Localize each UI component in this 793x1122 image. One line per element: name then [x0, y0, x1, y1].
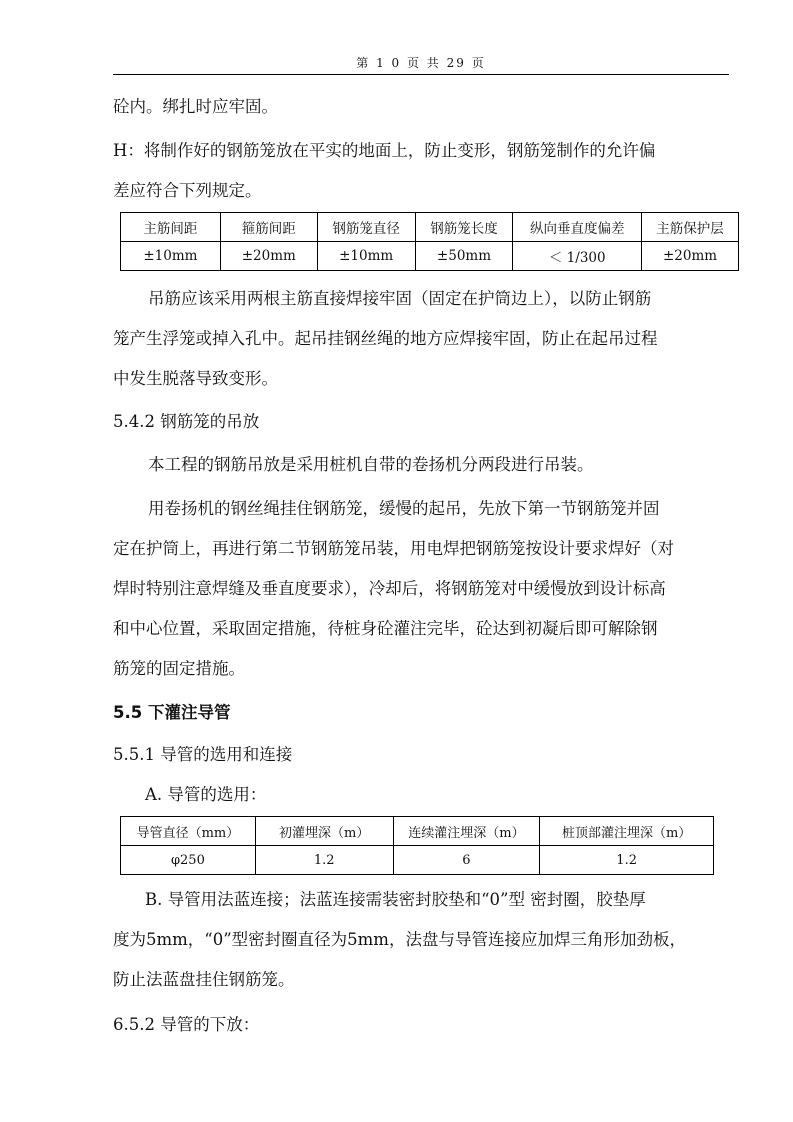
table-header-cell: 箍筋间距	[220, 213, 317, 242]
body-text-line: 防止法蓝盘挂住钢筋笼。	[113, 970, 295, 989]
body-text-line: B. 导管用法蓝连接；法蓝连接需装密封胶垫和“0”型 密封圈，胶垫厚	[145, 890, 646, 909]
table-cell: 6	[393, 846, 540, 875]
subsection-heading: 5.5.1 导管的选用和连接	[113, 745, 293, 764]
page-header: 第 1 0 页 共 29 页	[356, 56, 486, 70]
header-divider	[113, 74, 729, 75]
body-text-line: 和中心位置，采取固定措施，待桩身砼灌注完毕，砼达到初凝后即可解除钢	[113, 619, 658, 638]
section-heading: 5.5 下灌注导管	[113, 703, 231, 722]
table-header-cell: 主筋保护层	[642, 213, 739, 242]
table-header-cell: 桩顶部灌注埋深（m）	[540, 817, 714, 846]
table-cell: ±10mm	[121, 242, 221, 271]
body-text-line: H：将制作好的钢筋笼放在平实的地面上，防止变形，钢筋笼制作的允许偏	[113, 141, 656, 160]
table-row	[121, 846, 714, 875]
table-header-cell: 纵向垂直度偏差	[513, 213, 642, 242]
table-header-cell: 主筋间距	[121, 213, 221, 242]
table-header-row	[121, 213, 739, 242]
body-text-line: 差应符合下列规定。	[113, 181, 262, 200]
table-cell: ±20mm	[220, 242, 317, 271]
pipe-selection-table	[120, 816, 714, 875]
body-text-line: 本工程的钢筋吊放是采用桩机自带的卷扬机分两段进行吊装。	[148, 455, 594, 474]
table-header-row	[121, 817, 714, 846]
body-text-line: 笼产生浮笼或掉入孔中。起吊挂钢丝绳的地方应焊接牢固，防止在起吊过程	[113, 329, 658, 348]
table-cell: ±10mm	[317, 242, 415, 271]
body-text-line: 用卷扬机的钢丝绳挂住钢筋笼，缓慢的起吊，先放下第一节钢筋笼并固	[148, 499, 660, 518]
subsection-heading: 6.5.2 导管的下放：	[113, 1015, 260, 1034]
table-cell: ±50mm	[415, 242, 513, 271]
table-cell: ±20mm	[642, 242, 739, 271]
table-header-cell: 导管直径（mm）	[121, 817, 256, 846]
body-text-line: 砼内。绑扎时应牢固。	[113, 97, 278, 116]
table-cell: 1.2	[255, 846, 393, 875]
table-header-cell: 连续灌注埋深（m）	[393, 817, 540, 846]
section-heading: 5.4.2 钢筋笼的吊放	[113, 412, 260, 431]
table-header-cell: 钢筋笼直径	[317, 213, 415, 242]
table-header-cell: 初灌埋深（m）	[255, 817, 393, 846]
table-cell: 1.2	[540, 846, 714, 875]
table-row	[121, 242, 739, 271]
body-text-line: 吊筋应该采用两根主筋直接焊接牢固（固定在护筒边上），以防止钢筋	[148, 289, 652, 308]
body-text-line: 中发生脱落导致变形。	[113, 369, 278, 388]
body-text-line: 定在护筒上，再进行第二节钢筋笼吊装，用电焊把钢筋笼按设计要求焊好（对	[113, 539, 674, 558]
body-text-line: 筋笼的固定措施。	[113, 659, 245, 678]
table-header-cell: 钢筋笼长度	[415, 213, 513, 242]
body-text-line: 度为5mm，“0”型密封圈直径为5mm，法盘与导管连接应加焊三角形加劲板，	[113, 930, 686, 949]
table-cell: ＜ 1/300	[513, 242, 642, 271]
cage-tolerance-table	[120, 212, 739, 271]
table-cell: φ250	[121, 846, 256, 875]
list-item-label: A. 导管的选用：	[145, 785, 267, 804]
body-text-line: 焊时特别注意焊缝及垂直度要求），冷却后，将钢筋笼对中缓慢放到设计标高	[113, 579, 666, 598]
